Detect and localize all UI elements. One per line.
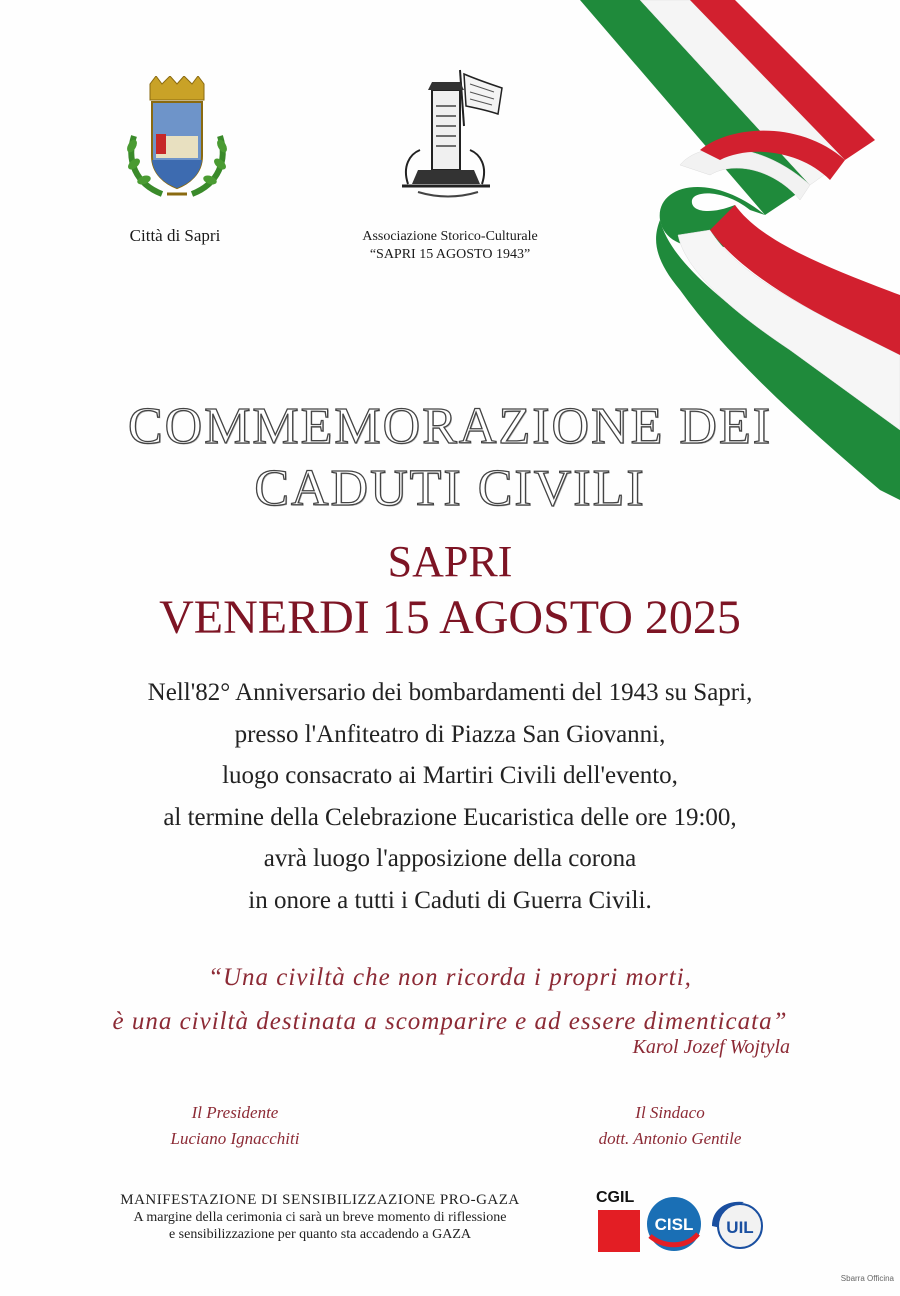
event-date: VENERDI 15 AGOSTO 2025 <box>159 591 741 644</box>
description-line: avrà luogo l'apposizione della corona <box>263 845 637 872</box>
union-logos <box>594 1186 774 1256</box>
uil-logo-icon <box>712 1202 762 1248</box>
cisl-logo-icon <box>647 1197 701 1251</box>
city-label: Città di Sapri <box>129 226 221 245</box>
notice-title: MANIFESTAZIONE DI SENSIBILIZZAZIONE PRO-GAZA <box>120 1192 520 1208</box>
page-title <box>40 396 860 520</box>
signature-role: Il Sindaco <box>635 1103 705 1122</box>
quote-line-2: è una civiltà destinata a scomparire e ad essere dimenticata” <box>112 1008 788 1035</box>
title-line-2: CADUTI CIVILI <box>254 460 646 517</box>
quote-line-1: “Una civiltà che non ricorda i propri morti, <box>208 964 692 991</box>
signature-mayor <box>540 1100 800 1152</box>
event-description <box>40 672 860 921</box>
monument-emblem-icon <box>398 66 508 206</box>
notice-line: e sensibilizzazione per quanto sta accadendo a GAZA <box>168 1227 472 1242</box>
cgil-logo-icon <box>596 1189 640 1252</box>
notice-line: A margine della cerimonia ci sarà un breve momento di riflessione <box>133 1210 507 1225</box>
credit-label: Sbarra Officina <box>840 1274 894 1283</box>
event-place: SAPRI <box>387 537 513 586</box>
description-line: luogo consacrato ai Martiri Civili dell'evento, <box>222 762 678 789</box>
association-subtitle: “SAPRI 15 AGOSTO 1943” <box>369 247 531 262</box>
quote <box>40 956 860 1044</box>
gaza-notice <box>70 1192 570 1243</box>
signature-role: Il Presidente <box>191 1103 279 1122</box>
association-label <box>300 228 600 264</box>
description-line: Nell'82° Anniversario dei bombardamenti del 1943 su Sapri, <box>147 679 753 706</box>
title-line-1: COMMEMORAZIONE DEI <box>127 398 773 455</box>
city-coat-of-arms-icon <box>122 76 232 206</box>
description-line: al termine della Celebrazione Eucaristica delle ore 19:00, <box>163 803 737 831</box>
svg-text:CGIL: CGIL <box>596 1189 635 1206</box>
svg-text:UIL: UIL <box>726 1218 754 1237</box>
association-name: Associazione Storico-Culturale <box>362 229 538 244</box>
description-line: presso l'Anfiteatro di Piazza San Giovanni, <box>234 720 666 748</box>
signature-name: dott. Antonio Gentile <box>598 1129 742 1148</box>
description-line: in onore a tutti i Caduti di Guerra Civili. <box>248 886 652 914</box>
svg-text:CISL: CISL <box>654 1215 694 1234</box>
signature-president <box>110 1100 360 1152</box>
quote-author: Karol Jozef Wojtyla <box>632 1036 790 1058</box>
signature-name: Luciano Ignacchiti <box>170 1129 300 1148</box>
